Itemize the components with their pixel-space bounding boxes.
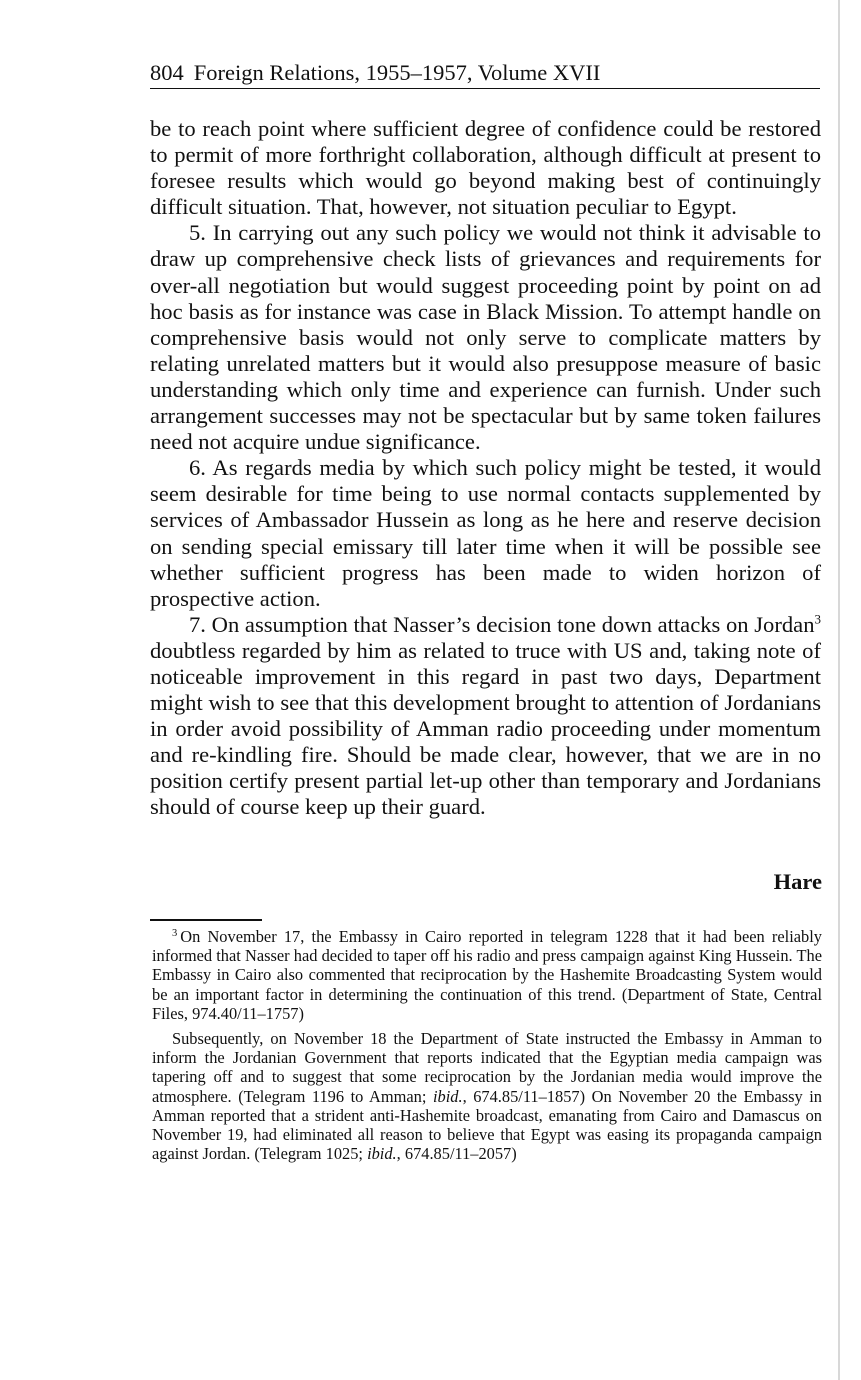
paragraph-7 — [150, 612, 821, 821]
footnote-reference-3: 3 — [814, 611, 821, 627]
ibid-citation: ibid. — [367, 1144, 397, 1164]
page-edge-line — [838, 0, 840, 1380]
signature: Hare — [773, 869, 822, 894]
footnote-3 — [152, 927, 822, 1023]
ibid-citation: ibid. — [432, 1086, 463, 1106]
footnote-3-continued-part-c: , 674.85/11–2057) — [396, 1144, 517, 1164]
paragraph-continuation: be to reach point where sufficient degree of confidence could be restored to permit of more forthright collaboration, although difficult at present to foresee results which would go beyond making best of continuingly difficult situation. That, however, not situation peculiar to Egypt. — [150, 116, 821, 220]
page-number: 804 — [150, 60, 184, 85]
footnote-3-continued-part-b: , 674.85/11–1857) On November 20 the Embassy in Amman reported that a strident anti-Hashemite broadcast, emanating from Cairo and Damascus on November 19, had eliminated all reason to believe that Egypt was easing its propaganda campaign against Jordan. (Telegram 1025; — [152, 1086, 823, 1164]
footnote-3-continued-part-a: Subsequently, on November 18 the Department of State instructed the Embassy in Amman to inform the Jordanian Government that reports indicated that the Egyptian media campaign was tapering off and to suggest that some reciprocation by the Jordanian media would improve the atmosphere. (Telegram 1196 to Amman; — [152, 1029, 822, 1106]
paragraph-7-start: 7. On assumption that Nasser’s decision tone down attacks on Jordan — [189, 611, 815, 637]
footnote-3-text: On November 17, the Embassy in Cairo reported in telegram 1228 that it had been reliably informed that Nasser had decided to taper off his radio and press campaign against King Hussein. The Embassy in Cairo also commented that reciprocation by the Hashemite Broadcasting System would be an important factor in determining the continuation of this trend. (Department of State, Central Files, 974.40/11–1757) — [152, 927, 822, 1023]
footnotes — [152, 927, 822, 1163]
paragraph-7-end: doubtless regarded by him as related to truce with US and, taking note of noticeable improvement in this regard in past two days, Department might wish to see that this development brought to attention of Jordanians in order avoid possibility of Amman radio proceeding under momentum and re-kindling fire. Should be made clear, however, that we are in no position certify present partial let-up other than temporary and Jordanians should of course keep up their guard. — [150, 637, 821, 820]
body-text — [150, 116, 821, 821]
running-header — [150, 58, 820, 89]
footnote-3-continued — [152, 1029, 822, 1163]
paragraph-6: 6. As regards media by which such policy might be tested, it would seem desirable for time being to use normal contacts supplemented by services of Ambassador Hussein as long as he here and reserve decision on sending special emissary till later time when it will be possible see whether sufficient progress has been made to widen horizon of prospective action. — [150, 455, 821, 611]
paragraph-5: 5. In carrying out any such policy we would not think it advisable to draw up comprehensive check lists of grievances and requirements for over-all negotiation but would suggest proceeding point by point on ad hoc basis as for instance was case in Black Mission. To attempt handle on comprehensive basis would not only serve to complicate matters by relating unrelated matters but it would also presuppose measure of basic understanding which only time and experience can furnish. Under such arrangement successes may not be spectacular but by same token failures need not acquire undue significance. — [150, 220, 821, 455]
footnote-number: 3 — [172, 927, 178, 939]
footnote-divider — [150, 919, 262, 921]
running-title: Foreign Relations, 1955–1957, Volume XVII — [193, 60, 601, 85]
